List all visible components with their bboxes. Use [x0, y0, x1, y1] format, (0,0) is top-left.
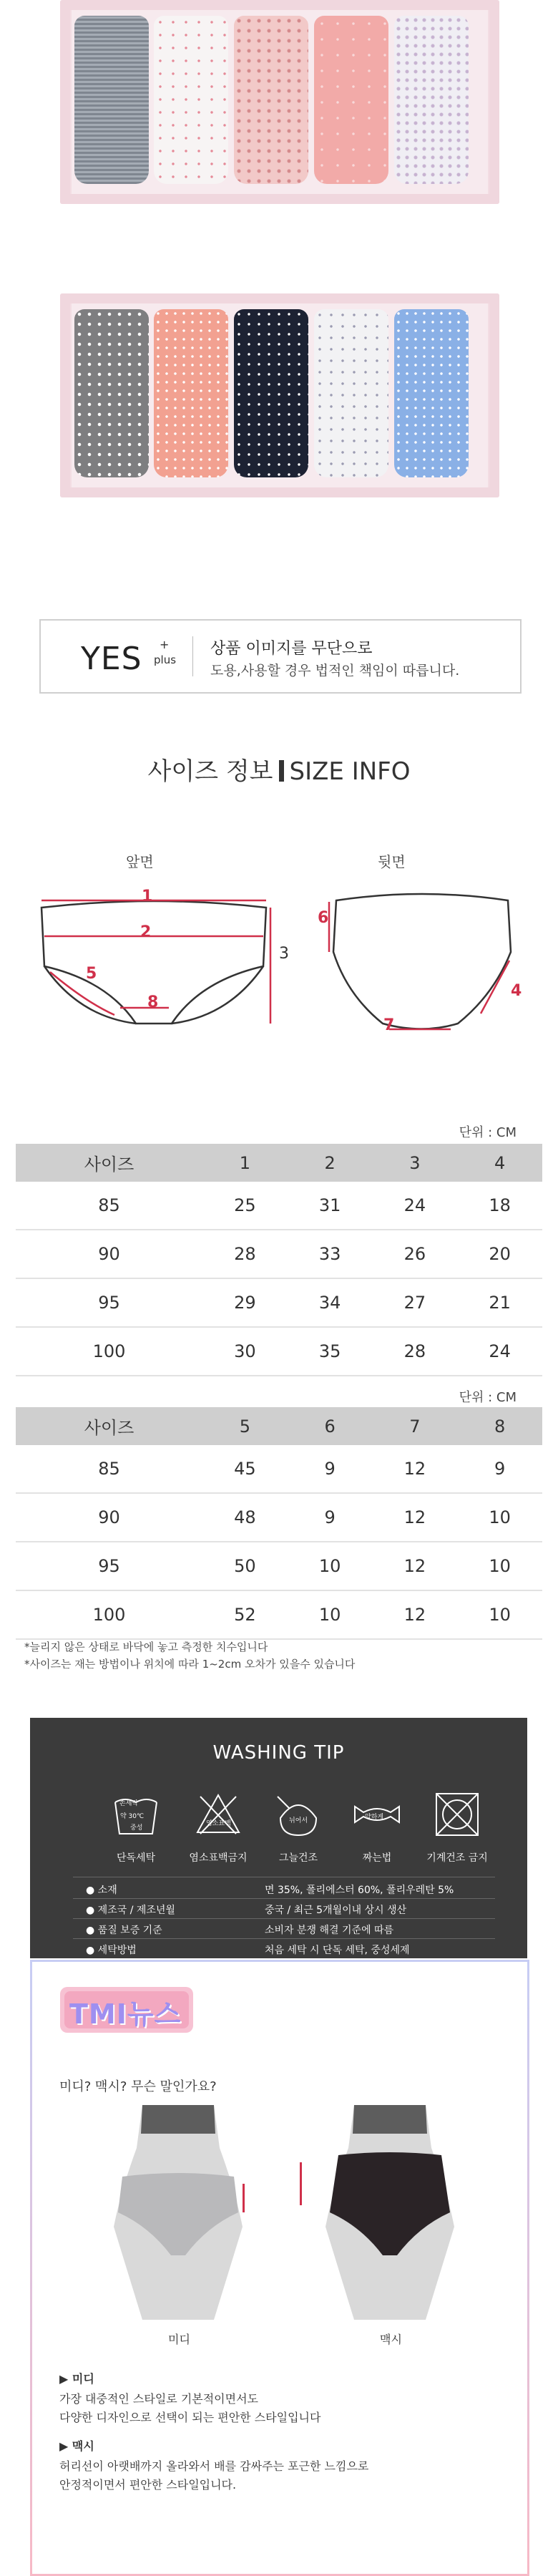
table-header-cell: 5 [202, 1407, 288, 1445]
front-dim-8: 8 [147, 993, 159, 1011]
wash-label-single: 단독세탁 [116, 1852, 156, 1864]
front-brief-diagram [36, 880, 272, 1052]
table-row [16, 1278, 542, 1327]
wash-row-key: ● 품질 보증 기준 [86, 1925, 162, 1936]
tmi-news-logo: TMI뉴스 [69, 1998, 182, 2030]
table-header-cell: 3 [373, 1144, 458, 1182]
table-cell: 9 [288, 1493, 373, 1542]
tmi-news-panel [30, 1960, 529, 2576]
wash-label-no-machine-dry: 기계건조 금지 [426, 1852, 488, 1864]
maxi-label: 맥시 [380, 2333, 402, 2346]
size-table-2 [16, 1407, 542, 1640]
table-cell: 24 [457, 1327, 542, 1376]
table-cell: 90 [16, 1230, 202, 1278]
yesplus-logo-sub: plus [154, 653, 177, 666]
table-header-cell: 4 [457, 1144, 542, 1182]
table-cell: 100 [16, 1590, 202, 1639]
table-row [16, 1542, 542, 1590]
table-cell: 24 [373, 1182, 458, 1230]
maxi-mannequin-image [311, 2105, 469, 2320]
table-row [16, 1182, 542, 1230]
tmi-question: 미디? 맥시? 무슨 말인가요? [59, 2079, 217, 2094]
table-row [16, 1493, 542, 1542]
yesplus-logo: YES [81, 641, 142, 677]
table-cell: 35 [288, 1327, 373, 1376]
hand-wash-icon-neutral: 중성 [130, 1824, 143, 1832]
midi-label: 미디 [168, 2333, 190, 2346]
product-roll-pink-floral [234, 16, 308, 184]
table-cell: 33 [288, 1230, 373, 1278]
table-cell: 30 [202, 1327, 288, 1376]
maxi-text-1: 허리선이 아랫배까지 올라와서 배를 감싸주는 포근한 느낌으로 [59, 2459, 369, 2473]
wash-row-value: 면 35%, 폴리에스터 60%, 폴리우레탄 5% [265, 1885, 454, 1896]
table-cell: 85 [16, 1445, 202, 1493]
hand-wash-icon-temp: 약 30℃ [120, 1813, 145, 1820]
midi-text-1: 가장 대중적인 스타일로 기본적이면서도 [59, 2392, 259, 2406]
wash-row-key: ● 소재 [86, 1885, 117, 1896]
notice-divider [192, 636, 193, 676]
notice-title: 상품 이미지를 무단으로 [210, 640, 373, 658]
front-view-label: 앞면 [126, 853, 154, 870]
table-cell: 18 [457, 1182, 542, 1230]
shade-dry-icon [273, 1789, 323, 1839]
wash-row-value: 소비자 분쟁 해결 기준에 따름 [265, 1925, 394, 1936]
table-cell: 12 [373, 1590, 458, 1639]
table-cell: 10 [288, 1542, 373, 1590]
midi-title: ▶ 미디 [59, 2372, 94, 2386]
table-cell: 12 [373, 1445, 458, 1493]
product-roll-gray-dot [74, 309, 149, 477]
hand-wash-icon-text: 손세탁 [119, 1800, 139, 1807]
wash-row-key: ● 제조국 / 제조년월 [86, 1905, 175, 1916]
washing-tip-title: WASHING TIP [212, 1742, 345, 1764]
product-roll-navy-dot [234, 309, 308, 477]
table-cell: 45 [202, 1445, 288, 1493]
wash-label-no-bleach: 염소표백금지 [189, 1852, 248, 1864]
table-cell: 9 [457, 1445, 542, 1493]
table-header-cell: 6 [288, 1407, 373, 1445]
table-row [16, 1590, 542, 1639]
table-header-cell: 사이즈 [16, 1144, 202, 1182]
table-cell: 95 [16, 1542, 202, 1590]
size-info-title-ko: 사이즈 정보 [147, 757, 273, 786]
wash-label-squeeze: 짜는법 [362, 1852, 392, 1864]
no-machine-dry-icon [432, 1789, 482, 1839]
product-roll-white-bow [154, 16, 228, 184]
table-header-cell: 7 [373, 1407, 458, 1445]
table-header-cell: 1 [202, 1144, 288, 1182]
table-header-cell: 8 [457, 1407, 542, 1445]
front-dim-3: 3 [279, 945, 289, 963]
no-bleach-icon [193, 1789, 243, 1839]
wash-row-value: 처음 세탁 시 단독 세탁, 중성세제 [265, 1945, 410, 1956]
table-cell: 20 [457, 1230, 542, 1278]
table-cell: 10 [457, 1542, 542, 1590]
table-header-cell: 2 [288, 1144, 373, 1182]
product-roll-blue-dot [394, 309, 469, 477]
table-row [16, 1445, 542, 1493]
measurement-note-2: *사이즈는 재는 방법이나 위치에 따라 1~2cm 오차가 있을수 있습니다 [24, 1658, 356, 1671]
table-cell: 27 [373, 1278, 458, 1327]
front-dim-1: 1 [142, 888, 153, 905]
size-info-title [0, 752, 558, 787]
table-cell: 12 [373, 1542, 458, 1590]
table-cell: 52 [202, 1590, 288, 1639]
table-row [16, 1230, 542, 1278]
wash-label-shade-dry: 그늘건조 [278, 1852, 318, 1864]
table2-unit: 단위 : CM [459, 1390, 517, 1405]
table-cell: 31 [288, 1182, 373, 1230]
notice-text: 도용,사용할 경우 법적인 책임이 따릅니다. [210, 663, 460, 679]
table-cell: 10 [457, 1590, 542, 1639]
table-cell: 29 [202, 1278, 288, 1327]
table-cell: 100 [16, 1327, 202, 1376]
table-cell: 90 [16, 1493, 202, 1542]
washing-tip-panel [30, 1718, 527, 1958]
product-roll-white-print [314, 309, 388, 477]
table-header-row [16, 1144, 542, 1182]
front-dim-2: 2 [140, 923, 152, 941]
back-brief-diagram [315, 880, 529, 1052]
measurement-note-1: *늘리지 않은 상태로 바닥에 놓고 측정한 치수입니다 [24, 1641, 268, 1653]
shade-dry-icon-text: 뉘어서 [289, 1817, 308, 1824]
size-table-1 [16, 1144, 542, 1376]
table-cell: 26 [373, 1230, 458, 1278]
no-bleach-icon-text: 염소표백 [206, 1820, 231, 1827]
table-cell: 9 [288, 1445, 373, 1493]
table1-unit: 단위 : CM [459, 1125, 517, 1140]
wash-divider [73, 1898, 495, 1899]
yesplus-logo-cross: + [160, 638, 170, 651]
product-roll-coral-dot [154, 309, 228, 477]
back-view-label: 뒷면 [378, 853, 406, 870]
size-info-title-en: SIZE INFO [289, 757, 411, 786]
table-header-row [16, 1407, 542, 1445]
maxi-text-2: 안정적이면서 편안한 스타일입니다. [59, 2478, 237, 2492]
table-cell: 25 [202, 1182, 288, 1230]
table-cell: 12 [373, 1493, 458, 1542]
back-dim-7: 7 [383, 1016, 395, 1034]
table-cell: 48 [202, 1493, 288, 1542]
front-dim-5: 5 [86, 965, 97, 983]
copyright-notice [39, 619, 522, 694]
table-cell: 10 [288, 1590, 373, 1639]
table-row [16, 1327, 542, 1376]
table-cell: 85 [16, 1182, 202, 1230]
wash-row-value: 중국 / 최근 5개월이내 상시 생산 [265, 1905, 407, 1916]
wash-divider [73, 1918, 495, 1919]
table-cell: 50 [202, 1542, 288, 1590]
product-roll-white-floral [394, 16, 469, 184]
midi-mannequin-image [99, 2105, 257, 2320]
midi-text-2: 다양한 디자인으로 선택이 되는 편안한 스타일입니다 [59, 2411, 321, 2424]
product-photo-box-bottom [60, 293, 499, 497]
title-separator-bar [279, 760, 284, 782]
table-header-cell: 사이즈 [16, 1407, 202, 1445]
maxi-height-arrow [300, 2162, 302, 2205]
back-dim-6: 6 [318, 909, 329, 927]
midi-height-arrow [243, 2184, 245, 2212]
wash-row-key: ● 세탁방법 [86, 1945, 137, 1956]
product-roll-gray-stripe [74, 16, 149, 184]
wash-divider [73, 1938, 495, 1939]
table-cell: 34 [288, 1278, 373, 1327]
table-cell: 28 [373, 1327, 458, 1376]
product-roll-pink-solid [314, 16, 388, 184]
table-cell: 28 [202, 1230, 288, 1278]
table-cell: 21 [457, 1278, 542, 1327]
maxi-title: ▶ 맥시 [59, 2439, 94, 2453]
table-cell: 95 [16, 1278, 202, 1327]
back-dim-4: 4 [511, 982, 522, 1000]
table-cell: 10 [457, 1493, 542, 1542]
product-photo-box-top [60, 0, 499, 204]
squeeze-icon-text: 약하게 [365, 1814, 384, 1821]
